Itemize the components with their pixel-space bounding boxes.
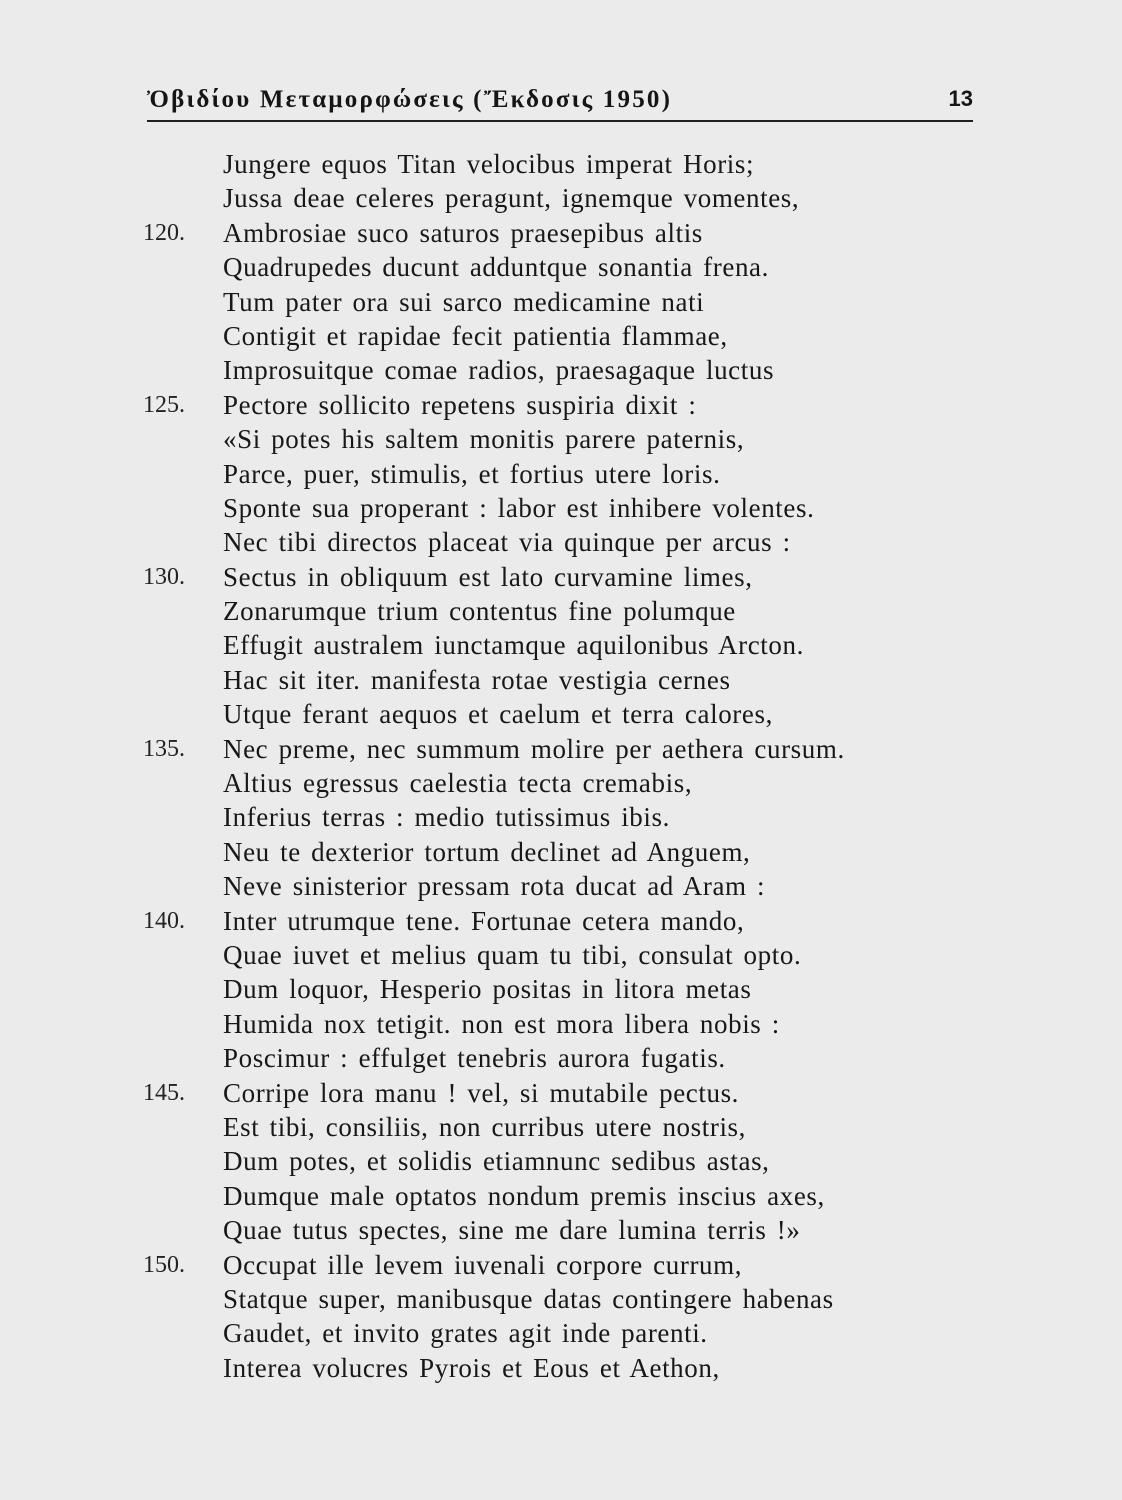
- line-number: 130.: [143, 563, 185, 590]
- verse-line: [0, 835, 1122, 869]
- verse-line: [0, 1041, 1122, 1075]
- verse-line: [0, 1179, 1122, 1213]
- verse-line: [0, 1316, 1122, 1350]
- verse-line: [0, 938, 1122, 972]
- verse-line: [0, 525, 1122, 559]
- verse-text: Nec preme, nec summum molire per aethera cursum.: [223, 733, 845, 764]
- verse-text: Poscimur : effulget tenebris aurora fugatis.: [223, 1043, 726, 1074]
- verse-line: [0, 1282, 1122, 1316]
- verse-text: Dum potes, et solidis etiamnunc sedibus astas,: [223, 1146, 770, 1177]
- verse-line: [0, 285, 1122, 319]
- verse-text: Jussa deae celeres peragunt, ignemque vomentes,: [223, 183, 800, 214]
- verse-list: [0, 147, 1122, 1385]
- verse-text: Gaudet, et invito grates agit inde parenti.: [223, 1318, 708, 1349]
- verse-text: Pectore sollicito repetens suspiria dixit :: [223, 389, 697, 420]
- running-title: Ὀβιδίου Μεταμορφώσεις (Ἔκδοσις 1950): [147, 86, 673, 113]
- verse-text: Inferius terras : medio tutissimus ibis.: [223, 802, 670, 833]
- verse-line: [0, 697, 1122, 731]
- verse-line: [0, 1110, 1122, 1144]
- verse-line: [0, 250, 1122, 284]
- verse-text: Utque ferant aequos et caelum et terra calores,: [223, 699, 773, 730]
- verse-text: Inter utrumque tene. Fortunae cetera mando,: [223, 905, 745, 936]
- line-number: 145.: [143, 1079, 185, 1106]
- verse-line: [0, 800, 1122, 834]
- verse-text: Zonarumque trium contentus fine polumque: [223, 596, 736, 627]
- verse-text: Neve sinisterior pressam rota ducat ad Aram :: [223, 871, 766, 902]
- verse-line: [0, 181, 1122, 215]
- verse-text: Nec tibi directos placeat via quinque per arcus :: [223, 527, 791, 558]
- verse-line: [0, 1351, 1122, 1385]
- verse-line: [0, 1007, 1122, 1041]
- verse-line: [0, 147, 1122, 181]
- verse-text: Dum loquor, Hesperio positas in litora metas: [223, 974, 752, 1005]
- verse-line: [0, 766, 1122, 800]
- line-number: 135.: [143, 735, 185, 762]
- line-number: 120.: [143, 219, 185, 246]
- verse-line: [0, 353, 1122, 387]
- verse-line: [0, 422, 1122, 456]
- verse-text: Quae iuvet et melius quam tu tibi, consulat opto.: [223, 939, 802, 970]
- verse-line: [0, 1248, 1122, 1282]
- verse-line: [0, 491, 1122, 525]
- verse-line: [0, 457, 1122, 491]
- verse-text: Corripe lora manu ! vel, si mutabile pectus.: [223, 1077, 740, 1108]
- verse-text: Occupat ille levem iuvenali corpore currum,: [223, 1249, 743, 1280]
- verse-text: Quae tutus spectes, sine me dare lumina terris !»: [223, 1215, 801, 1246]
- verse-line: [0, 732, 1122, 766]
- line-number: 125.: [143, 391, 185, 418]
- verse-text: Tum pater ora sui sarco medicamine nati: [223, 286, 705, 317]
- verse-line: [0, 216, 1122, 250]
- verse-line: [0, 904, 1122, 938]
- page-number: 13: [948, 86, 973, 111]
- verse-line: [0, 388, 1122, 422]
- verse-line: [0, 1076, 1122, 1110]
- verse-line: [0, 560, 1122, 594]
- verse-line: [0, 663, 1122, 697]
- running-header: [147, 86, 973, 122]
- verse-text: Hac sit iter. manifesta rotae vestigia cernes: [223, 664, 731, 695]
- verse-text: Effugit australem iunctamque aquilonibus Arcton.: [223, 630, 804, 661]
- verse-text: «Si potes his saltem monitis parere paternis,: [223, 424, 745, 455]
- verse-line: [0, 972, 1122, 1006]
- verse-text: Altius egressus caelestia tecta cremabis,: [223, 768, 693, 799]
- verse-text: Statque super, manibusque datas contingere habenas: [223, 1283, 834, 1314]
- verse-text: Humida nox tetigit. non est mora libera nobis :: [223, 1008, 780, 1039]
- verse-text: Quadrupedes ducunt adduntque sonantia frena.: [223, 252, 769, 283]
- line-number: 150.: [143, 1251, 185, 1278]
- verse-text: Interea volucres Pyrois et Eous et Aethon,: [223, 1352, 720, 1383]
- verse-text: Neu te dexterior tortum declinet ad Anguem,: [223, 836, 751, 867]
- verse-line: [0, 869, 1122, 903]
- verse-text: Dumque male optatos nondum premis inscius axes,: [223, 1180, 825, 1211]
- verse-text: Sectus in obliquum est lato curvamine limes,: [223, 561, 753, 592]
- verse-text: Est tibi, consiliis, non curribus utere nostris,: [223, 1111, 747, 1142]
- verse-text: Jungere equos Titan velocibus imperat Horis;: [223, 149, 755, 179]
- verse-line: [0, 319, 1122, 353]
- verse-text: Sponte sua properant : labor est inhibere volentes.: [223, 492, 815, 523]
- verse-text: Improsuitque comae radios, praesagaque luctus: [223, 355, 775, 386]
- verse-line: [0, 594, 1122, 628]
- line-number: 140.: [143, 907, 185, 934]
- verse-text: Parce, puer, stimulis, et fortius utere loris.: [223, 458, 721, 489]
- verse-line: [0, 628, 1122, 662]
- verse-text: Contigit et rapidae fecit patientia flammae,: [223, 320, 728, 351]
- verse-text: Ambrosiae suco saturos praesepibus altis: [223, 217, 703, 248]
- verse-line: [0, 1144, 1122, 1178]
- verse-line: [0, 1213, 1122, 1247]
